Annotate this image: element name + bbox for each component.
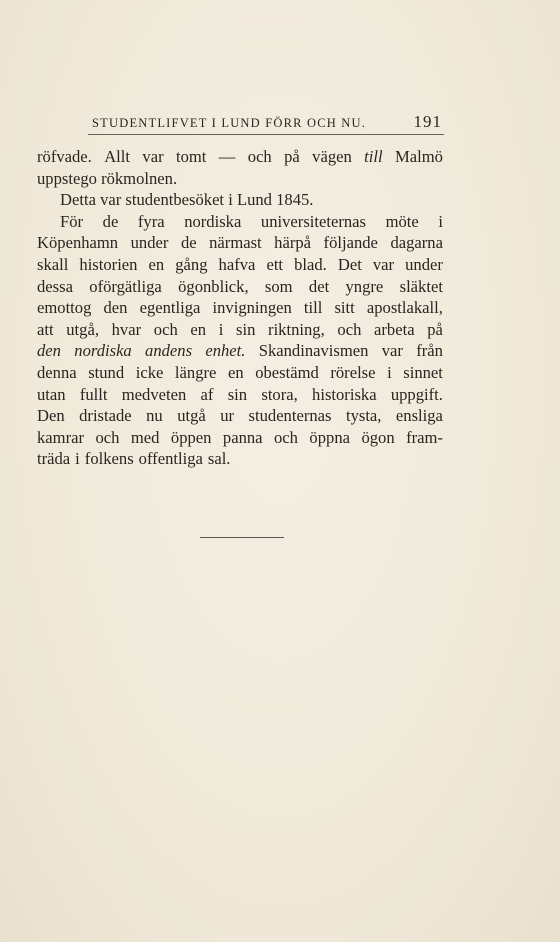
word: Det	[337, 254, 362, 274]
word: studenternas	[248, 406, 332, 426]
word: skall	[37, 254, 69, 274]
word: rörelse	[330, 362, 376, 382]
word: uppgift.	[390, 384, 443, 404]
word: stund	[88, 362, 125, 382]
italic-word: den	[37, 341, 61, 361]
word: icke	[135, 362, 164, 382]
word: af	[200, 384, 214, 404]
word: de	[102, 211, 119, 231]
word: ögon	[361, 427, 395, 447]
word: var	[372, 254, 395, 274]
text-line	[37, 232, 443, 254]
word: sinnet	[403, 362, 443, 382]
word: tomt	[175, 147, 207, 166]
word: en	[148, 254, 165, 274]
word: blad.	[294, 254, 327, 274]
page-number: 191	[413, 112, 442, 131]
word: som	[264, 276, 293, 296]
word: i	[387, 362, 392, 382]
word: dristade	[79, 406, 132, 426]
word: yngre	[345, 276, 384, 296]
line-text: Detta var studentbesöket i Lund 1845.	[60, 190, 314, 210]
word: i	[438, 211, 443, 231]
word: en	[227, 362, 244, 382]
word: tysta,	[345, 406, 382, 426]
word: på	[284, 147, 300, 166]
word: fullt	[79, 384, 108, 404]
text-line	[37, 448, 443, 470]
word: en	[190, 319, 207, 339]
word: nu	[146, 406, 163, 426]
text-line	[37, 427, 443, 449]
word: och	[247, 147, 272, 166]
word: röfvade.	[37, 147, 92, 166]
word: panna	[222, 427, 263, 447]
word: till	[303, 298, 323, 318]
text-line	[37, 340, 443, 362]
em-dash: —	[218, 147, 236, 166]
word: träda	[37, 449, 71, 469]
word: universiteternas	[260, 211, 366, 231]
word: och	[274, 427, 298, 447]
word: och	[95, 427, 120, 447]
word: historien	[79, 254, 138, 274]
italic-word: enhet.	[205, 341, 246, 361]
word: folkens	[84, 449, 134, 469]
word: i	[218, 319, 224, 339]
italic-word: andens	[145, 341, 193, 361]
word: arbeta	[374, 319, 415, 339]
word: sin	[227, 384, 248, 404]
word: möte	[385, 211, 419, 231]
running-head	[88, 112, 444, 135]
word: historiska	[312, 384, 377, 404]
line-text: uppstego rökmolnen.	[37, 168, 178, 188]
word: ett	[266, 254, 284, 274]
word: kamrar	[37, 427, 84, 447]
word: längre	[174, 362, 217, 382]
word: Den	[37, 406, 65, 426]
text-line	[37, 189, 443, 211]
word: hvar	[111, 319, 142, 339]
word: släktet	[399, 276, 443, 296]
word: fram-	[406, 427, 443, 447]
word: det	[308, 276, 330, 296]
word: dessa	[37, 276, 73, 296]
text-line	[37, 297, 443, 319]
word: under	[405, 254, 443, 274]
text-line	[37, 146, 443, 168]
running-title: STUDENTLIFVET I LUND FÖRR OCH NU.	[92, 116, 367, 130]
word: ögonblick,	[178, 276, 249, 296]
word: emottog	[37, 298, 92, 318]
word: härpå	[274, 233, 312, 253]
word: denna	[37, 362, 77, 382]
word: med	[130, 427, 160, 447]
word: i	[75, 449, 80, 469]
word: fyra	[137, 211, 165, 231]
word: den	[103, 298, 128, 318]
italic-word: till	[364, 147, 383, 166]
word: vägen	[312, 147, 352, 166]
word: offentliga	[138, 449, 203, 469]
word: ensliga	[395, 406, 443, 426]
section-end-rule	[200, 537, 284, 538]
text-line	[37, 276, 443, 298]
word: och	[337, 319, 362, 339]
text-line	[37, 211, 443, 233]
word: gång	[175, 254, 208, 274]
text-line	[37, 405, 443, 427]
italic-word: nordiska	[74, 341, 132, 361]
word: öppen	[170, 427, 212, 447]
word: dagarna	[390, 233, 443, 253]
word: öppna	[309, 427, 350, 447]
word: Malmö	[394, 147, 443, 166]
text-line	[37, 254, 443, 276]
body-text	[37, 146, 443, 470]
word: var	[381, 341, 403, 361]
word: oförgätliga	[89, 276, 162, 296]
word: riktning,	[268, 319, 325, 339]
word: utgå	[177, 406, 206, 426]
word: sin	[236, 319, 256, 339]
word: Allt	[104, 147, 131, 166]
word: nordiska	[184, 211, 242, 231]
text-line	[37, 168, 443, 190]
word: de	[180, 233, 197, 253]
word: på	[427, 319, 443, 339]
word: egentliga	[139, 298, 201, 318]
word: medveten	[121, 384, 187, 404]
word: apostlakall,	[366, 298, 443, 318]
word: hafva	[218, 254, 256, 274]
text-line	[37, 319, 443, 341]
word: invigningen	[212, 298, 292, 318]
text-line	[37, 384, 443, 406]
word: sal.	[207, 449, 231, 469]
word: från	[416, 341, 443, 361]
word: följande	[323, 233, 378, 253]
word: att	[37, 319, 54, 339]
word: och	[153, 319, 178, 339]
word: under	[130, 233, 169, 253]
word: sitt	[334, 298, 355, 318]
word: utan	[37, 384, 66, 404]
word: Skandinavismen	[258, 341, 369, 361]
word: utgå,	[66, 319, 99, 339]
word: ur	[220, 406, 235, 426]
word: närmast	[209, 233, 262, 253]
word: var	[142, 147, 164, 166]
word: Köpenhamn	[37, 233, 119, 253]
word: obestämd	[255, 362, 319, 382]
word: För	[60, 211, 84, 231]
word: stora,	[261, 384, 298, 404]
text-line	[37, 362, 443, 384]
